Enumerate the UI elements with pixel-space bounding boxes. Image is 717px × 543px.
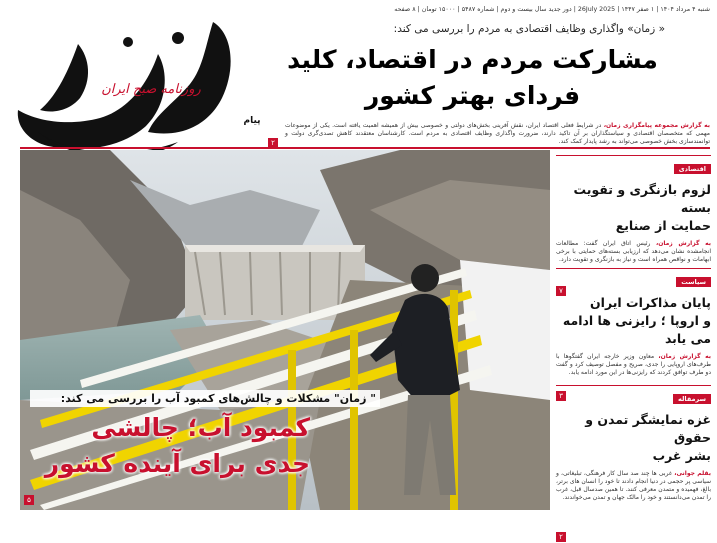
photo-kicker: " زمان" مشکلات و چالش‌های کمبود آب را بررسی می کند: <box>30 390 380 407</box>
masthead-payam: پیام <box>243 116 261 126</box>
lead-headline[interactable] <box>280 42 665 114</box>
dateline: شنبه ۴ مرداد ۱۴۰۴ | ۱ صفر ۱۴۴۷ | 26July 2025 | دور جدید سال بیست و دوم | شماره ۵۴۸۷ | ۱۵۰۰۰ تومان | ۸ صفحه <box>394 6 710 13</box>
column-headline-line: حمایت از صنایع <box>615 218 711 233</box>
column-headline-line: لزوم بازنگری و تقویت بسته <box>573 182 711 215</box>
column-headline-line: بشر غرب <box>652 448 711 463</box>
column-body <box>556 470 711 520</box>
column-headline-line: غزه نمایشگر تمدن و حقوق <box>585 412 711 445</box>
section-tag: اقتصادی <box>674 164 711 174</box>
column-page-badge: ۳ <box>556 391 566 401</box>
masthead-tagline: روزنامه صبح ایران <box>101 82 201 97</box>
section-tag: سیاست <box>676 277 711 287</box>
column-page-badge: ۲ <box>556 532 566 542</box>
column-byline: به گزارش زمان، <box>655 240 711 247</box>
photo-page-badge: ۵ <box>24 495 34 505</box>
column-byline: به گزارش زمان، <box>658 353 711 360</box>
photo-headline[interactable] <box>30 410 310 482</box>
column-body-text: غربی ها چند صد سال کار فرهنگی، تبلیغاتی، و سیاسی پر حجمی در دنیا انجام دادند تا خود را انسان های برتر، بالغ، فهمیده و متمدن معرفی کنند. تا همین صدسال قبل، غرب را تمدن می‌دانستند و خود را مالک جهان و تمدن می‌خواندند. <box>556 470 711 501</box>
column-headline-line: و اروپا ؛ رایزنی ها ادامه <box>562 313 711 328</box>
section-rule <box>556 385 711 386</box>
column-body-text: معاون وزیر خارجه ایران گفتگوها با طرف‌های اروپایی را جدی، صریح و مفصل توصیف کرد و گفت دو طرف توافق کردند که رایزنی‌ها در این مورد ادامه یابد. <box>556 353 711 376</box>
column-headline-line: می یابد <box>664 331 711 346</box>
column-headline-line: پایان مذاکرات ایران <box>590 295 711 310</box>
lead-byline: به گزارش مجموعه پیامگزاری زمان، <box>603 122 710 129</box>
column-headline <box>556 181 711 235</box>
lead-headline-line-1: مشارکت مردم در اقتصاد، کلید <box>287 45 658 74</box>
section-rule <box>556 155 711 156</box>
section-tag: سرمقاله <box>673 394 711 404</box>
column-badge-wrap <box>556 524 711 543</box>
column-headline <box>556 411 711 465</box>
photo-headline-line-1: کمبود آب؛ چالشی <box>91 413 310 442</box>
column-headline <box>556 294 711 348</box>
header-divider <box>20 147 710 149</box>
column-body-text: رئیس اتاق ایران گفت: مطالعات انجامشده نشان می‌دهد که ارزیابی بسته‌های حمایتی با برخی ابهامات و نواقص همراه است و نیاز به بازنگری و تقویت دارد. <box>556 240 711 263</box>
column-body <box>556 353 711 379</box>
column-byline: بقلم جوانی، <box>674 470 711 477</box>
column-page-badge: ۷ <box>556 286 566 296</box>
lead-body <box>285 122 710 147</box>
lead-body-text: در شرایط فعلی اقتصاد ایران، نقش آفرینی بخش‌های دولتی و خصوصی بیش از همیشه اهمیت یافته است. یکی از موضوعات مهمی که متخصصان اقتصادی و سیاستگذاران بر آن تاکید دارند، ضرورت واگذاری وظایف اقتصادی به مردم است. کارشناسان معتقدند کاهش تصدی‌گری دولت و توانمندسازی بخش خصوصی می‌تواند به رشد پایدار کمک کند. <box>285 122 710 145</box>
lead-kicker: « زمان» واگذاری وظایف اقتصادی به مردم را بررسی می کند: <box>393 23 665 35</box>
lead-page-badge: ۲ <box>268 138 278 148</box>
lead-headline-line-2: فردای بهتر کشور <box>364 81 581 110</box>
section-rule <box>556 268 711 269</box>
column-story-editorial[interactable] <box>556 385 711 541</box>
photo-headline-line-2: جدی برای آینده کشور <box>44 449 310 478</box>
